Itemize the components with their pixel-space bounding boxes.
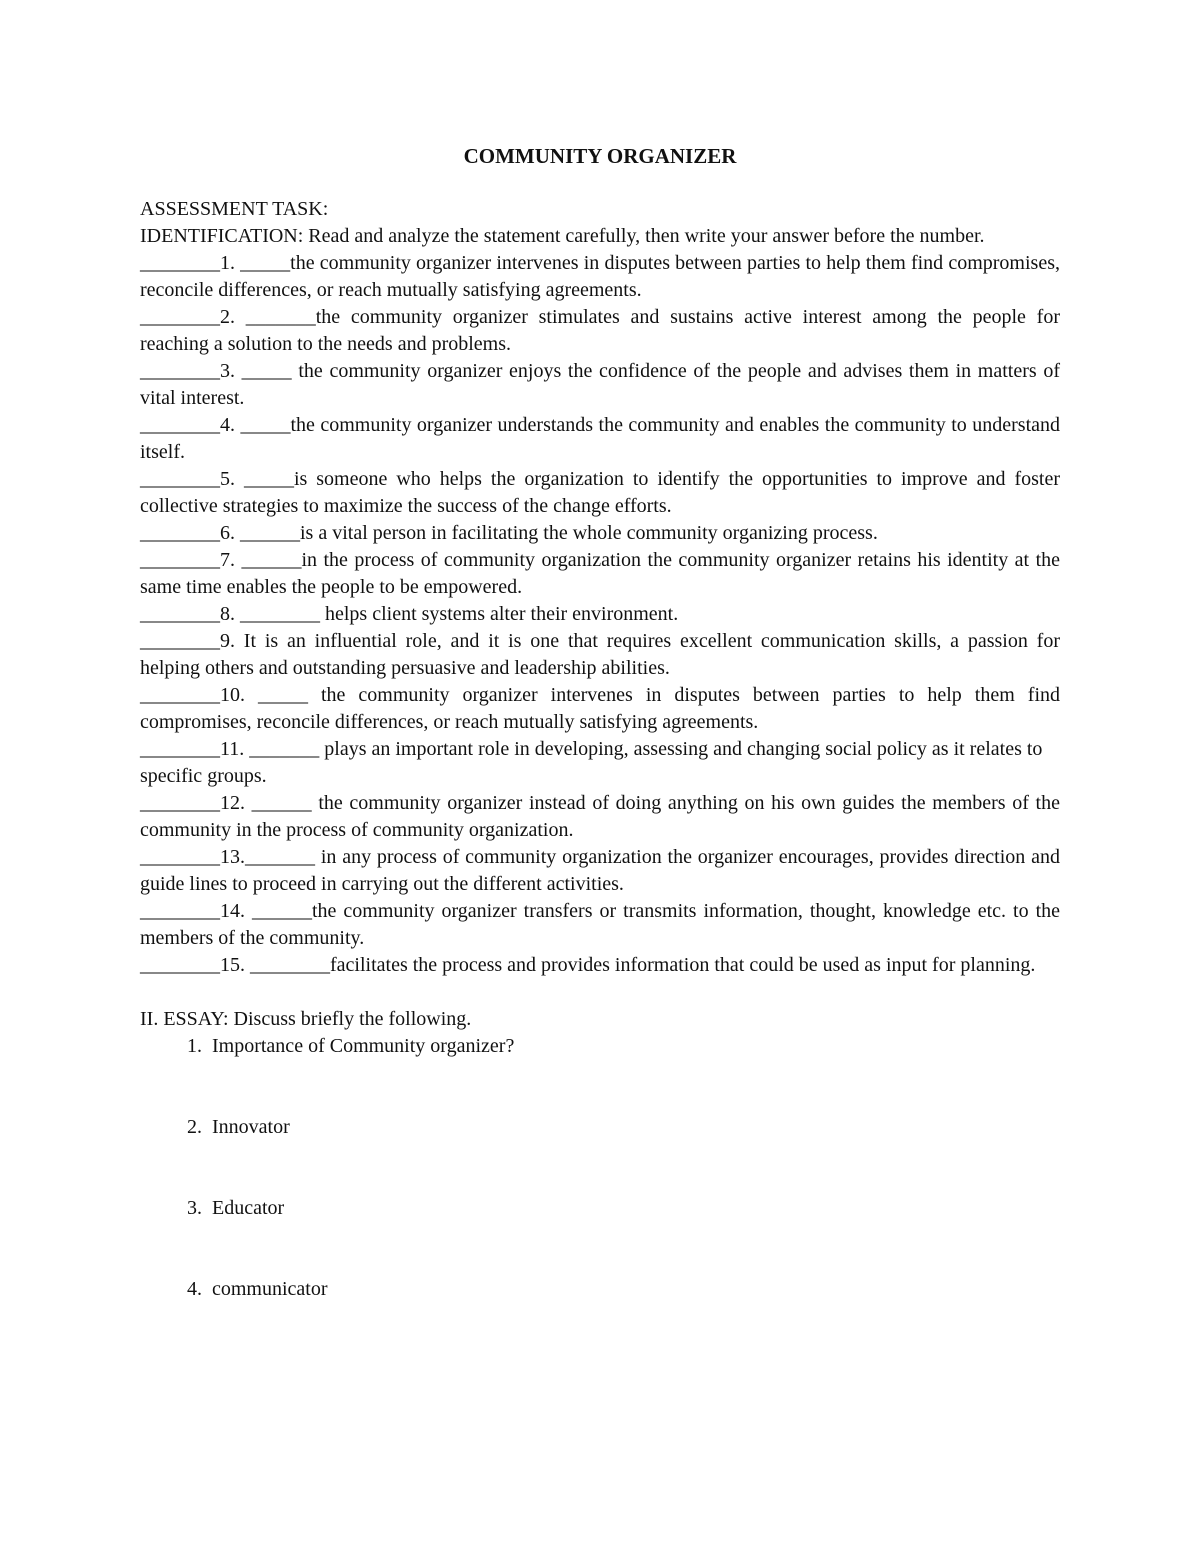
essay-item-text: Innovator: [212, 1116, 290, 1138]
identification-item-2: ________2. _______the community organizer stimulates and sustains active interest among the people for reaching a solution to the needs and problems.: [140, 306, 1060, 355]
essay-item-3: [140, 1195, 1060, 1222]
essay-list: [140, 1033, 1060, 1303]
identification-item-7: ________7. ______in the process of community organization the community organizer retains his identity at the same time enables the people to be empowered.: [140, 549, 1060, 598]
essay-item-number: 4.: [187, 1278, 202, 1300]
identification-item-15: ________15. ________facilitates the process and provides information that could be used as input for planning.: [140, 954, 1036, 976]
identification-item-9: ________9. It is an influential role, and it is one that requires excellent communication skills, a passion for helping others and outstanding persuasive and leadership abilities.: [140, 630, 1060, 679]
identification-item-8: ________8. ________ helps client systems alter their environment.: [140, 603, 679, 625]
essay-item-text: communicator: [212, 1278, 328, 1300]
essay-item-1: [140, 1033, 1060, 1060]
essay-item-number: 3.: [187, 1197, 202, 1219]
identification-item-10: ________10. _____ the community organizer intervenes in disputes between parties to help them find compromises, reconcile differences, or reach mutually satisfying agreements.: [140, 684, 1060, 733]
worksheet-page: [140, 142, 1060, 1303]
essay-heading: II. ESSAY: Discuss briefly the following.: [140, 1008, 472, 1030]
page-title: COMMUNITY ORGANIZER: [463, 144, 737, 168]
identification-item-3: ________3. _____ the community organizer enjoys the confidence of the people and advises them in matters of vital interest.: [140, 360, 1060, 409]
essay-item-number: 2.: [187, 1116, 202, 1138]
identification-item-11: ________11. _______ plays an important role in developing, assessing and changing social policy as it relates to specific groups.: [140, 738, 1043, 787]
essay-item-number: 1.: [187, 1035, 202, 1057]
essay-item-2: [140, 1114, 1060, 1141]
essay-item-text: Importance of Community organizer?: [212, 1035, 515, 1057]
essay-item-4: [140, 1276, 1060, 1303]
identification-instruction: IDENTIFICATION: Read and analyze the statement carefully, then write your answer before the number.: [140, 225, 985, 247]
identification-item-13: ________13._______ in any process of community organization the organizer encourages, provides direction and guide lines to proceed in carrying out the different activities.: [140, 846, 1060, 895]
identification-item-1: ________1. _____the community organizer intervenes in disputes between parties to help them find compromises, reconcile differences, or reach mutually satisfying agreements.: [140, 252, 1060, 301]
identification-item-4: ________4. _____the community organizer understands the community and enables the community to understand itself.: [140, 414, 1060, 463]
identification-item-12: ________12. ______ the community organizer instead of doing anything on his own guides the members of the community in the process of community organization.: [140, 792, 1060, 841]
identification-item-14: ________14. ______the community organizer transfers or transmits information, thought, knowledge etc. to the members of the community.: [140, 900, 1060, 949]
essay-item-text: Educator: [212, 1197, 285, 1219]
identification-item-5: ________5. _____is someone who helps the organization to identify the opportunities to improve and foster collective strategies to maximize the success of the change efforts.: [140, 468, 1060, 517]
assessment-label: ASSESSMENT TASK:: [140, 198, 329, 220]
identification-item-6: ________6. ______is a vital person in facilitating the whole community organizing process.: [140, 522, 878, 544]
identification-list: [140, 250, 1060, 979]
